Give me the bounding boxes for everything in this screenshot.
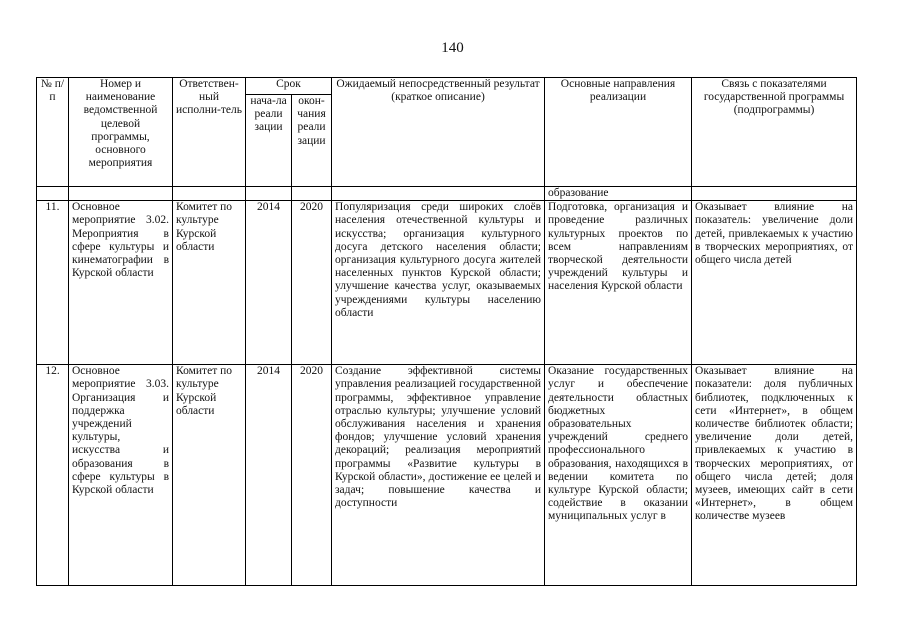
- row-end: 2020: [292, 201, 332, 365]
- row-num: 11.: [37, 201, 69, 365]
- page-number: 140: [441, 40, 464, 56]
- cont-cell: [69, 187, 173, 201]
- row-link: Оказывает влияние на показатели: доля публичных библиотек, подключенных к сети «Интернет», в общем количестве библиотек области; увеличение доли детей, привлекаемых к участию в творческих мероприятиях, от общего числа детей; доля музеев, имеющих сайт в сети «Интернет», в общем количестве музеев: [692, 365, 857, 586]
- row-directions: Оказание государственных услуг и обеспечение деятельности областных бюджетных образовательных учреждений среднего профессионального образования, находящихся в ведении комитета по культуре Курской области; содействие в оказании муниципальных услуг в: [545, 365, 692, 586]
- row-result: Создание эффективной системы управления реализацией государственной программы, эффективное управление отраслью культуры; улучшение условий обслуживания населения и хранения фондов; улучшение условий хранения декораций; реализация мероприятий программы «Развитие культуры в Курской области», достижение ее целей и задач; повышение качества и доступности: [332, 365, 545, 586]
- header-responsible: Ответствен-ный исполни-тель: [173, 78, 246, 187]
- cont-cell: [246, 187, 292, 201]
- row-result: Популяризация среди широких слоёв населения отечественной культуры и искусства; организация культурного досуга детского населения области; организация культурного досуга жителей населенных пунктов Курской области; улучшение качества услуг, оказываемых учреждениями культуры населению области: [332, 201, 545, 365]
- header-result: Ожидаемый непосредственный результат (краткое описание): [332, 78, 545, 187]
- row-num: 12.: [37, 365, 69, 586]
- header-row-1: [37, 78, 857, 95]
- table-row: [37, 201, 857, 365]
- row-responsible: Комитет по культуре Курской области: [173, 365, 246, 586]
- header-directions: Основные направления реализации: [545, 78, 692, 187]
- cont-cell: [37, 187, 69, 201]
- header-link: Связь с показателями государственной программы (подпрограммы): [692, 78, 857, 187]
- row-directions: Подготовка, организация и проведение различных культурных проектов по всем направлениям творческой деятельности учреждений культуры и населения Курской области: [545, 201, 692, 365]
- header-term: Срок: [246, 78, 332, 95]
- header-program: Номер и наименование ведомственной целевой программы, основного мероприятия: [69, 78, 173, 187]
- header-num: № п/п: [37, 78, 69, 187]
- cont-cell: [332, 187, 545, 201]
- program-table: [36, 77, 857, 586]
- row-program: Основное мероприятие 3.03. Организация и поддержка учреждений культуры, искусства и образования в сфере культуры в Курской области: [69, 365, 173, 586]
- row-start: 2014: [246, 365, 292, 586]
- cont-cell: [292, 187, 332, 201]
- row-start: 2014: [246, 201, 292, 365]
- table-row: [37, 365, 857, 586]
- continuation-row: [37, 187, 857, 201]
- row-responsible: Комитет по культуре Курской области: [173, 201, 246, 365]
- cont-directions: образование: [545, 187, 692, 201]
- row-link: Оказывает влияние на показатель: увеличение доли детей, привлекаемых к участию в творческих мероприятиях, от общего числа детей: [692, 201, 857, 365]
- header-end: окон-чания реали зации: [292, 95, 332, 187]
- row-end: 2020: [292, 365, 332, 586]
- cont-cell: [692, 187, 857, 201]
- cont-cell: [173, 187, 246, 201]
- row-program: Основное мероприятие 3.02. Мероприятия в сфере культуры и кинематографии в Курской области: [69, 201, 173, 365]
- header-start: нача-ла реали зации: [246, 95, 292, 187]
